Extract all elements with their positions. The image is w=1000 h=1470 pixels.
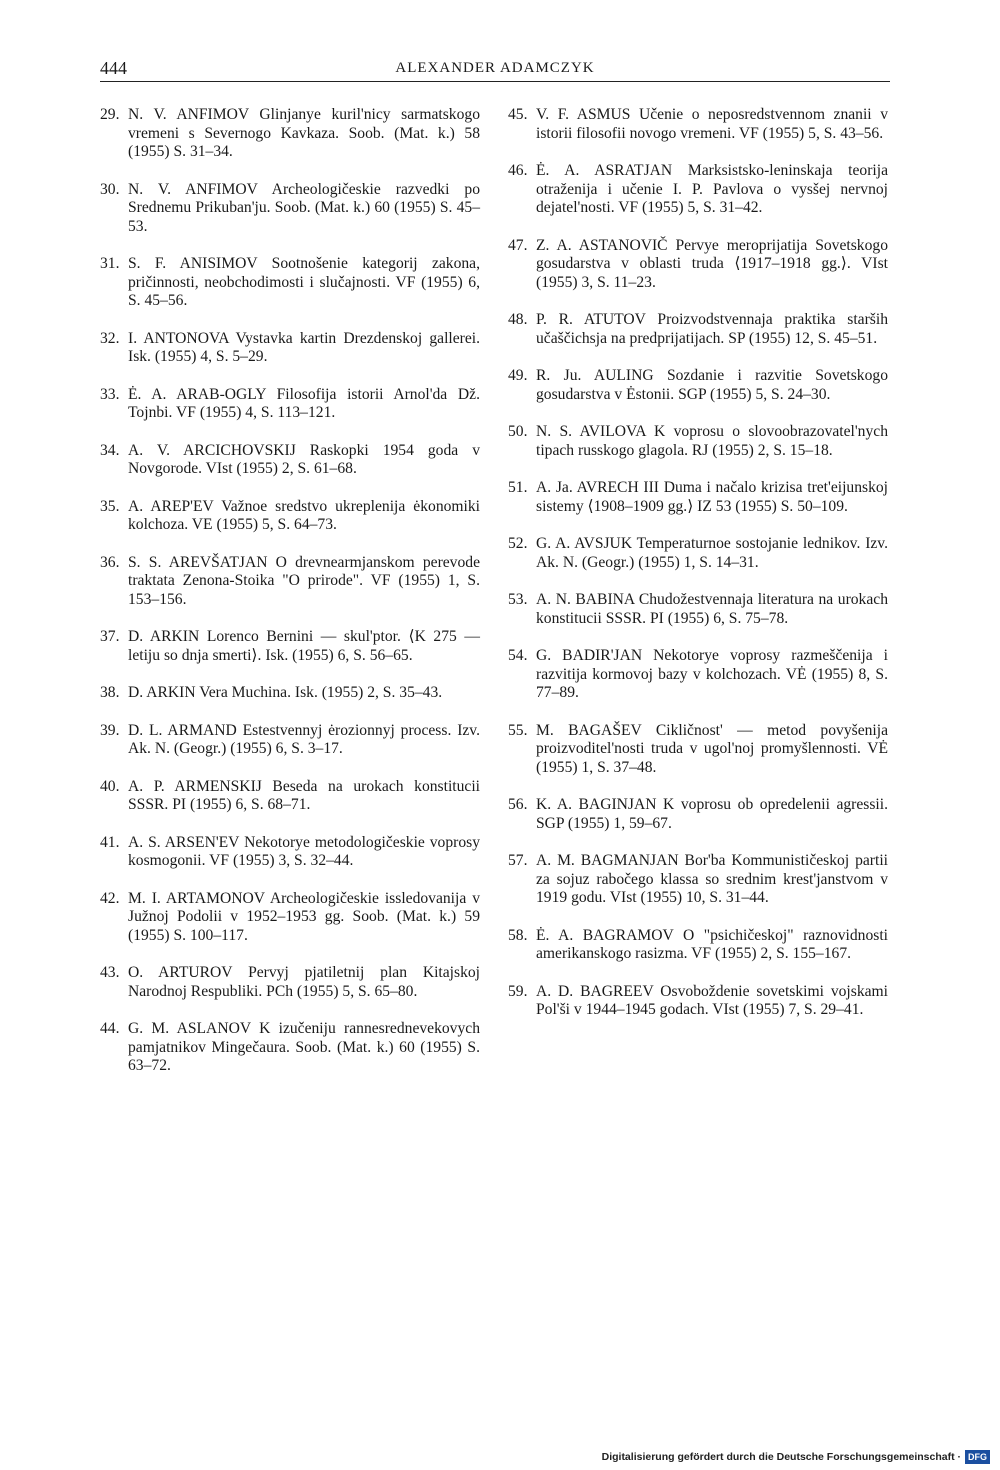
bibliography-entry [100,722,480,759]
entry-number: 38. [100,684,120,701]
entry-text: M. BAGAŠEV Cikličnost' — metod povyšenija proizvoditel'nosti truda v ugol'noj promyšlennosti. VĖ (1955) 1, S. 37–48. [536,721,888,776]
bibliography-entry [100,181,480,237]
bibliography-entry [100,106,480,162]
entry-number: 37. [100,628,120,645]
entry-text: A. M. BAGMANJAN Bor'ba Kommunističeskoj partii za sojuz rabočego klassa so srednim krest'janstvom v 1919 godu. VIst (1955) 10, S. 31–44. [536,852,888,906]
entry-text: M. I. ARTAMONOV Archeologičeskie issledovanija v Južnoj Podolii v 1952–1953 gg. Soob. (Mat. k.) 59 (1955) S. 100–117. [128,889,480,944]
entry-text: S. S. AREVŠATJAN O drevnearmjanskom perevode traktata Zenona-Stoika "O prirode". VF (1955) 1, S. 153–156. [128,553,480,608]
entry-text: D. L. ARMAND Estestvennyj ėrozionnyj process. Izv. Ak. N. (Geogr.) (1955) 6, S. 3–17. [128,721,480,757]
running-head: ALEXANDER ADAMCZYK [395,60,595,76]
bibliography-entry [100,684,480,703]
entry-text: O. ARTUROV Pervyj pjatiletnij plan Kitajskoj Narodnoj Respubliki. PCh (1955) 5, S. 65–80. [128,964,480,1000]
entry-number: 46. [508,162,528,179]
entry-text: K. A. BAGINJAN K voprosu ob opredelenii agressii. SGP (1955) 1, 59–67. [536,796,888,832]
entry-number: 49. [508,367,528,384]
bibliography-entry [100,255,480,311]
entry-number: 59. [508,982,528,1000]
entry-text: Ė. A. BAGRAMOV O "psichičeskoj" raznovidnosti amerikanskogo rasizma. VF (1955) 2, S. 155–167. [536,926,888,962]
bibliography-entry [508,535,888,572]
bibliography-entry [100,964,480,1001]
bibliography-entry [100,498,480,535]
entry-text: R. Ju. AULING Sozdanie i razvitie Sovetskogo gosudarstva v Ėstonii. SGP (1955) 5, S. 24–30. [536,367,888,403]
entry-number: 52. [508,535,528,552]
footer-text: Digitalisierung gefördert durch die Deutsche Forschungsgemeinschaft · [601,1451,961,1463]
entry-number: 47. [508,236,528,254]
entry-text: Ė. A. ASRATJAN Marksistsko-leninskaja teorija otraženija i učenie I. P. Pavlova o vysšej nervnoj dejatel'nosti. VF (1955) 5, S. 31–42. [536,162,888,216]
entry-number: 51. [508,479,528,496]
bibliography-entry [100,442,480,479]
page-header [100,58,890,80]
entry-number: 43. [100,964,120,981]
entry-text: Ė. A. ARAB-OGLY Filosofija istorii Arnol'da Dž. Tojnbi. VF (1955) 4, S. 113–121. [128,385,480,421]
bibliography-entry [508,647,888,703]
entry-number: 30. [100,180,120,198]
bibliography-entry [508,983,888,1020]
bibliography-entry [100,778,480,815]
entry-text: A. AREP'EV Važnoe sredstvo ukreplenija ėkonomiki kolchoza. VE (1955) 5, S. 64–73. [128,497,480,533]
bibliography-entry [100,554,480,610]
entry-number: 56. [508,796,528,813]
entry-number: 50. [508,423,528,440]
page-number: 444 [100,58,127,78]
bibliography-entry [508,927,888,964]
right-column [508,106,888,1020]
entry-number: 29. [100,106,120,123]
bibliography-entry [100,628,480,665]
bibliography-entry [508,311,888,348]
bibliography-entry [508,591,888,628]
bibliography-entry [508,237,888,293]
bibliography-entry [100,386,480,423]
entry-text: N. S. AVILOVA K voprosu o slovoobrazovatel'nych tipach russkogo glagola. RJ (1955) 2, S. 15–18. [536,423,888,459]
entry-text: G. A. AVSJUK Temperaturnoe sostojanie lednikov. Izv. Ak. N. (Geogr.) (1955) 1, S. 14–31. [536,535,888,571]
entry-text: D. ARKIN Lorenco Bernini — skul'ptor. ⟨K 275 — letiju so dnja smerti⟩. Isk. (1955) 6, S. 56–65. [128,628,480,664]
bibliography-entry [508,479,888,516]
entry-number: 54. [508,647,528,664]
entry-text: A. V. ARCICHOVSKIJ Raskopki 1954 goda v Novgorode. VIst (1955) 2, S. 61–68. [128,441,480,477]
entry-number: 36. [100,553,120,571]
entry-text: Z. A. ASTANOVIČ Pervye meroprijatija Sovetskogo gosudarstva v oblasti truda ⟨1917–1918 gg.⟩. VIst (1955) 3, S. 11–23. [536,236,888,291]
digitization-footer [602,1450,990,1464]
bibliography-entry [100,890,480,946]
entry-text: D. ARKIN Vera Muchina. Isk. (1955) 2, S. 35–43. [128,684,443,701]
bibliography-entry [100,834,480,871]
entry-number: 48. [508,311,528,328]
bibliography-entry [508,367,888,404]
entry-number: 32. [100,329,120,347]
entry-number: 39. [100,721,120,739]
entry-text: A. S. ARSEN'EV Nekotorye metodologičeskie voprosy kosmogonii. VF (1955) 3, S. 32–44. [128,833,480,869]
entry-text: S. F. ANISIMOV Sootnošenie kategorij zakona, pričinnosti, neobchodimosti i slučajnosti. VF (1955) 6, S. 45–56. [128,255,480,309]
entry-text: V. F. ASMUS Učenie o neposredstvennom znanii v istorii filosofii novogo vremeni. VF (1955) 5, S. 43–56. [536,106,888,142]
left-column [100,106,480,1076]
entry-number: 45. [508,106,528,123]
header-rule [100,81,890,82]
entry-text: N. V. ANFIMOV Glinjanye kuril'nicy sarmatskogo vremeni s Severnogo Kavkaza. Soob. (Mat. k.) 58 (1955) S. 31–34. [128,106,480,160]
bibliography-entry [508,852,888,908]
entry-text: I. ANTONOVA Vystavka kartin Drezdenskoj gallerei. Isk. (1955) 4, S. 5–29. [128,329,480,365]
entry-number: 34. [100,441,120,459]
entry-number: 33. [100,385,120,403]
entry-number: 41. [100,833,120,851]
bibliography-entry [508,796,888,833]
bibliography-entry [508,423,888,460]
entry-text: P. R. ATUTOV Proizvodstvennaja praktika starših učaščichsja na predprijatijach. SP (1955) 12, S. 45–51. [536,311,888,347]
bibliography-entry [100,1020,480,1076]
bibliography-entry [508,722,888,778]
dfg-logo: DFG [965,1450,990,1464]
entry-number: 44. [100,1020,120,1037]
entry-text: G. BADIR'JAN Nekotorye voprosy razmeščenija i razvitija kormovoj bazy v kolchozach. VĖ (1955) 8, S. 77–89. [536,647,888,701]
bibliography-entry [508,106,888,143]
entry-text: N. V. ANFIMOV Archeologičeskie razvedki po Srednemu Prikuban'ju. Soob. (Mat. k.) 60 (1955) S. 45–53. [128,180,480,235]
entry-number: 58. [508,926,528,944]
entry-text: A. D. BAGREEV Osvoboždenie sovetskimi vojskami Pol'ši v 1944–1945 godach. VIst (1955) 7, S. 29–41. [536,982,888,1018]
entry-number: 42. [100,889,120,907]
entry-number: 55. [508,721,528,739]
entry-number: 31. [100,255,120,272]
entry-text: A. Ja. AVRECH III Duma i načalo krizisa tret'eijunskoj sistemy ⟨1908–1909 gg.⟩ IZ 53 (1955) S. 50–109. [536,479,888,515]
bibliography-entry [508,162,888,218]
entry-number: 53. [508,591,528,608]
entry-text: A. P. ARMENSKIJ Beseda na urokach konstitucii SSSR. PI (1955) 6, S. 68–71. [128,777,480,813]
entry-number: 57. [508,852,528,869]
entry-number: 40. [100,777,120,795]
entry-text: A. N. BABINA Chudožestvennaja literatura na urokach konstitucii SSSR. PI (1955) 6, S. 75–78. [536,591,888,627]
entry-number: 35. [100,497,120,515]
entry-text: G. M. ASLANOV K izučeniju rannesrednevekovych pamjatnikov Mingečaura. Soob. (Mat. k.) 60 (1955) S. 63–72. [128,1020,480,1074]
bibliography-entry [100,330,480,367]
